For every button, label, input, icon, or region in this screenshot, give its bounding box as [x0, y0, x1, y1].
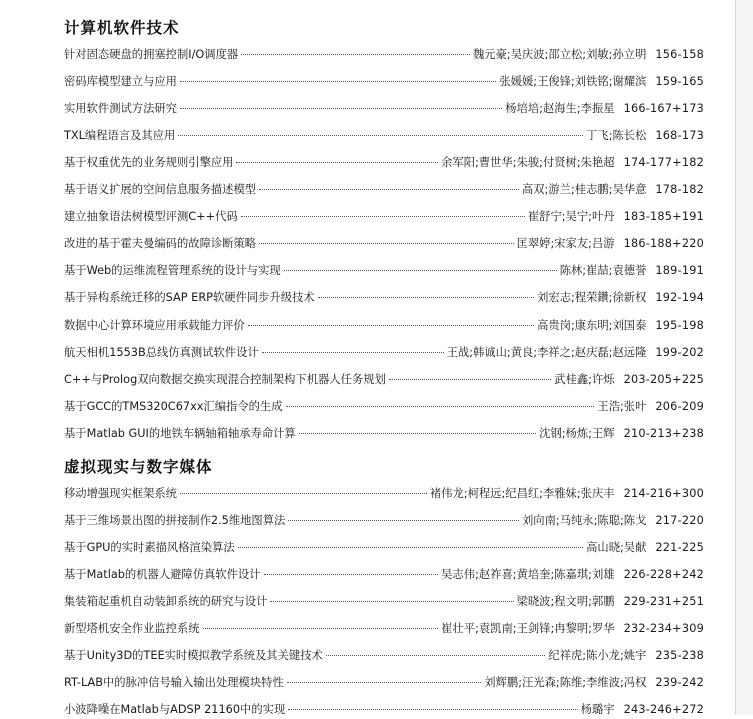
entry-authors: 王浩;张叶 [597, 399, 647, 413]
toc-entry[interactable] [64, 566, 704, 584]
entry-authors: 丁飞;陈长松 [586, 129, 647, 143]
dot-leader [259, 189, 519, 190]
toc-entry[interactable] [64, 701, 704, 719]
dot-leader [180, 108, 502, 109]
entry-title[interactable]: 小波降噪在Matlab与ADSP 21160中的实现 [64, 703, 286, 717]
dot-leader [318, 297, 534, 298]
entry-authors: 陈林;崔喆;袁德誉 [559, 264, 647, 278]
dot-leader [178, 135, 583, 136]
dot-leader [288, 709, 577, 710]
entry-pages: 232-234+309 [623, 622, 704, 636]
entry-pages: 159-165 [655, 75, 704, 89]
entry-authors: 梁晓波;程文明;郭鹏 [516, 595, 615, 609]
entry-authors: 沈钢;杨炼;王辉 [539, 426, 615, 440]
entry-authors: 高山晓;吴献 [586, 541, 647, 555]
dot-leader [241, 216, 525, 217]
entry-authors: 纪祥虎;陈小龙;姚宇 [548, 649, 647, 663]
entry-pages: 226-228+242 [623, 568, 704, 582]
scrollbar-gutter[interactable] [735, 0, 753, 715]
entry-title[interactable]: 基于GCC的TMS320C67xx汇编指令的生成 [64, 399, 283, 413]
entry-pages: 229-231+251 [623, 595, 704, 609]
entry-title[interactable]: 基于语义扩展的空间信息服务描述模型 [64, 183, 257, 197]
toc-entry[interactable] [64, 485, 704, 503]
entry-authors: 刘辉鹏;汪光森;陈维;李维波;冯权 [484, 676, 647, 690]
toc-entry[interactable] [64, 344, 704, 362]
entry-title[interactable]: 移动增强现实框架系统 [64, 487, 177, 500]
dot-leader [238, 547, 583, 548]
dot-leader [248, 325, 534, 326]
toc-entry[interactable] [64, 674, 704, 692]
entry-authors: 崔壮平;袁凯南;王剑锋;冉黎明;罗华 [441, 622, 615, 636]
dot-leader [203, 628, 439, 629]
dot-leader [180, 493, 427, 494]
toc-entry[interactable] [64, 127, 704, 145]
entry-title[interactable]: 密码库模型建立与应用 [64, 75, 177, 89]
toc-entry[interactable] [64, 647, 704, 665]
entry-pages: 206-209 [655, 399, 704, 413]
entry-authors: 匡翠婷;宋家友;吕游 [516, 237, 615, 251]
entry-pages: 174-177+182 [623, 156, 704, 170]
entry-authors: 武桂鑫;许烁 [554, 372, 615, 386]
entry-pages: 178-182 [655, 183, 704, 197]
dot-leader [288, 520, 519, 521]
dot-leader [326, 655, 546, 656]
entry-title[interactable]: RT-LAB中的脉冲信号输入输出处理模块特性 [64, 676, 284, 690]
entry-title[interactable]: 基于三维场景出图的拼接制作2.5维地图算法 [64, 514, 286, 528]
toc-entry[interactable] [64, 371, 704, 389]
dot-leader [284, 270, 557, 271]
entry-authors: 刘宏志;程荣鑽;徐新权 [537, 291, 647, 305]
dot-leader [270, 601, 513, 602]
entry-title[interactable]: 基于权重优先的业务规则引擎应用 [64, 156, 234, 170]
entry-pages: 199-202 [655, 345, 704, 359]
entry-pages: 192-194 [655, 291, 704, 305]
entry-title[interactable]: 数据中心计算环境应用承载能力评价 [64, 318, 245, 332]
dot-leader [287, 682, 482, 683]
entry-authors: 张媛媛;王俊锋;刘铁铭;谢耀滨 [499, 75, 647, 89]
entry-pages: 243-246+272 [623, 703, 704, 717]
toc-entry[interactable] [64, 620, 704, 638]
toc-entry[interactable] [64, 154, 704, 172]
entry-authors: 高贵岗;康东明;刘国泰 [537, 318, 647, 332]
toc-entry[interactable] [64, 235, 704, 253]
entry-title[interactable]: 基于GPU的实时素描风格渲染算法 [64, 541, 235, 555]
toc-entry[interactable] [64, 317, 704, 335]
toc-entry[interactable] [64, 289, 704, 307]
entry-pages: 214-216+300 [623, 487, 704, 500]
entry-authors: 吴志伟;赵祚喜;黄培奎;陈嘉琪;刘雄 [441, 568, 615, 582]
entry-pages: 221-225 [655, 541, 704, 555]
entry-pages: 210-213+238 [623, 426, 704, 440]
entry-authors: 王战;韩诚山;黄良;李祥之;赵庆磊;赵远隆 [446, 345, 647, 359]
section-heading: 虚拟现实与数字媒体 [64, 457, 213, 476]
entry-title[interactable]: 集装箱起重机自动装卸系统的研究与设计 [64, 595, 268, 609]
dot-leader [241, 54, 470, 55]
entry-title[interactable]: 基于异构系统迁移的SAP ERP软硬件同步升级技术 [64, 291, 315, 305]
entry-authors: 褚伟龙;柯程远;纪昌红;李雅妹;张庆丰 [429, 487, 615, 500]
entry-pages: 203-205+225 [623, 372, 704, 386]
entry-title[interactable]: 实用软件测试方法研究 [64, 102, 177, 116]
toc-entry[interactable] [64, 425, 704, 443]
toc-entry[interactable] [64, 262, 704, 280]
entry-title[interactable]: 基于Web的运维流程管理系统的设计与实现 [64, 264, 281, 278]
toc-entry[interactable] [64, 46, 704, 64]
entry-title[interactable]: 基于Matlab的机器人避障仿真软件设计 [64, 568, 261, 582]
entry-pages: 168-173 [655, 129, 704, 143]
toc-entry[interactable] [64, 181, 704, 199]
dot-leader [264, 574, 439, 575]
dot-leader [299, 433, 536, 434]
entry-title[interactable]: 基于Matlab GUI的地铁车辆轴箱轴承寿命计算 [64, 426, 296, 440]
entry-authors: 魏元豪;吴庆波;邵立松;刘敏;孙立明 [473, 48, 647, 61]
toc-entry[interactable] [64, 398, 704, 416]
dot-leader [236, 162, 438, 163]
toc-entry[interactable] [64, 539, 704, 557]
entry-authors: 刘向南;马纯永;陈聪;陈戈 [522, 514, 647, 528]
dot-leader [286, 406, 595, 407]
entry-authors: 杨璐宇 [580, 703, 615, 717]
entry-pages: 189-191 [655, 264, 704, 278]
entry-pages: 166-167+173 [623, 102, 704, 116]
entry-title[interactable]: 建立抽象语法树模型评测C++代码 [64, 210, 238, 224]
entry-authors: 杨培培;赵海生;李振星 [505, 102, 615, 116]
dot-leader [259, 243, 514, 244]
toc-entry[interactable] [64, 593, 704, 611]
entry-title[interactable]: 航天相机1553B总线仿真测试软件设计 [64, 345, 259, 359]
dot-leader [180, 81, 496, 82]
entry-title[interactable]: C++与Prolog双向数据交换实现混合控制架构下机器人任务规划 [64, 372, 386, 386]
section-heading: 计算机软件技术 [64, 18, 180, 37]
entry-title[interactable]: 针对固态硬盘的拥塞控制I/O调度器 [64, 48, 239, 61]
entry-pages: 186-188+220 [623, 237, 704, 251]
entry-pages: 183-185+191 [623, 210, 704, 224]
toc-entry[interactable] [64, 100, 704, 118]
entry-authors: 高双;游兰;桂志鹏;吴华意 [522, 183, 647, 197]
dot-leader [389, 379, 551, 380]
entry-title[interactable]: 新型塔机安全作业监控系统 [64, 622, 200, 636]
entry-pages: 156-158 [655, 48, 704, 61]
entry-authors: 崔舒宁;吴宁;叶丹 [527, 210, 615, 224]
entry-pages: 195-198 [655, 318, 704, 332]
entry-title[interactable]: TXL编程语言及其应用 [64, 129, 176, 143]
entry-authors: 余军阳;曹世华;朱骏;付贤树;朱艳超 [441, 156, 615, 170]
toc-entry[interactable] [64, 512, 704, 530]
toc-entry[interactable] [64, 73, 704, 91]
entry-title[interactable]: 基于Unity3D的TEE实时模拟教学系统及其关键技术 [64, 649, 323, 663]
dot-leader [262, 352, 444, 353]
entry-title[interactable]: 改进的基于霍夫曼编码的故障诊断策略 [64, 237, 257, 251]
entry-pages: 217-220 [655, 514, 704, 528]
toc-entry[interactable] [64, 208, 704, 226]
entry-pages: 239-242 [655, 676, 704, 690]
entry-pages: 235-238 [655, 649, 704, 663]
